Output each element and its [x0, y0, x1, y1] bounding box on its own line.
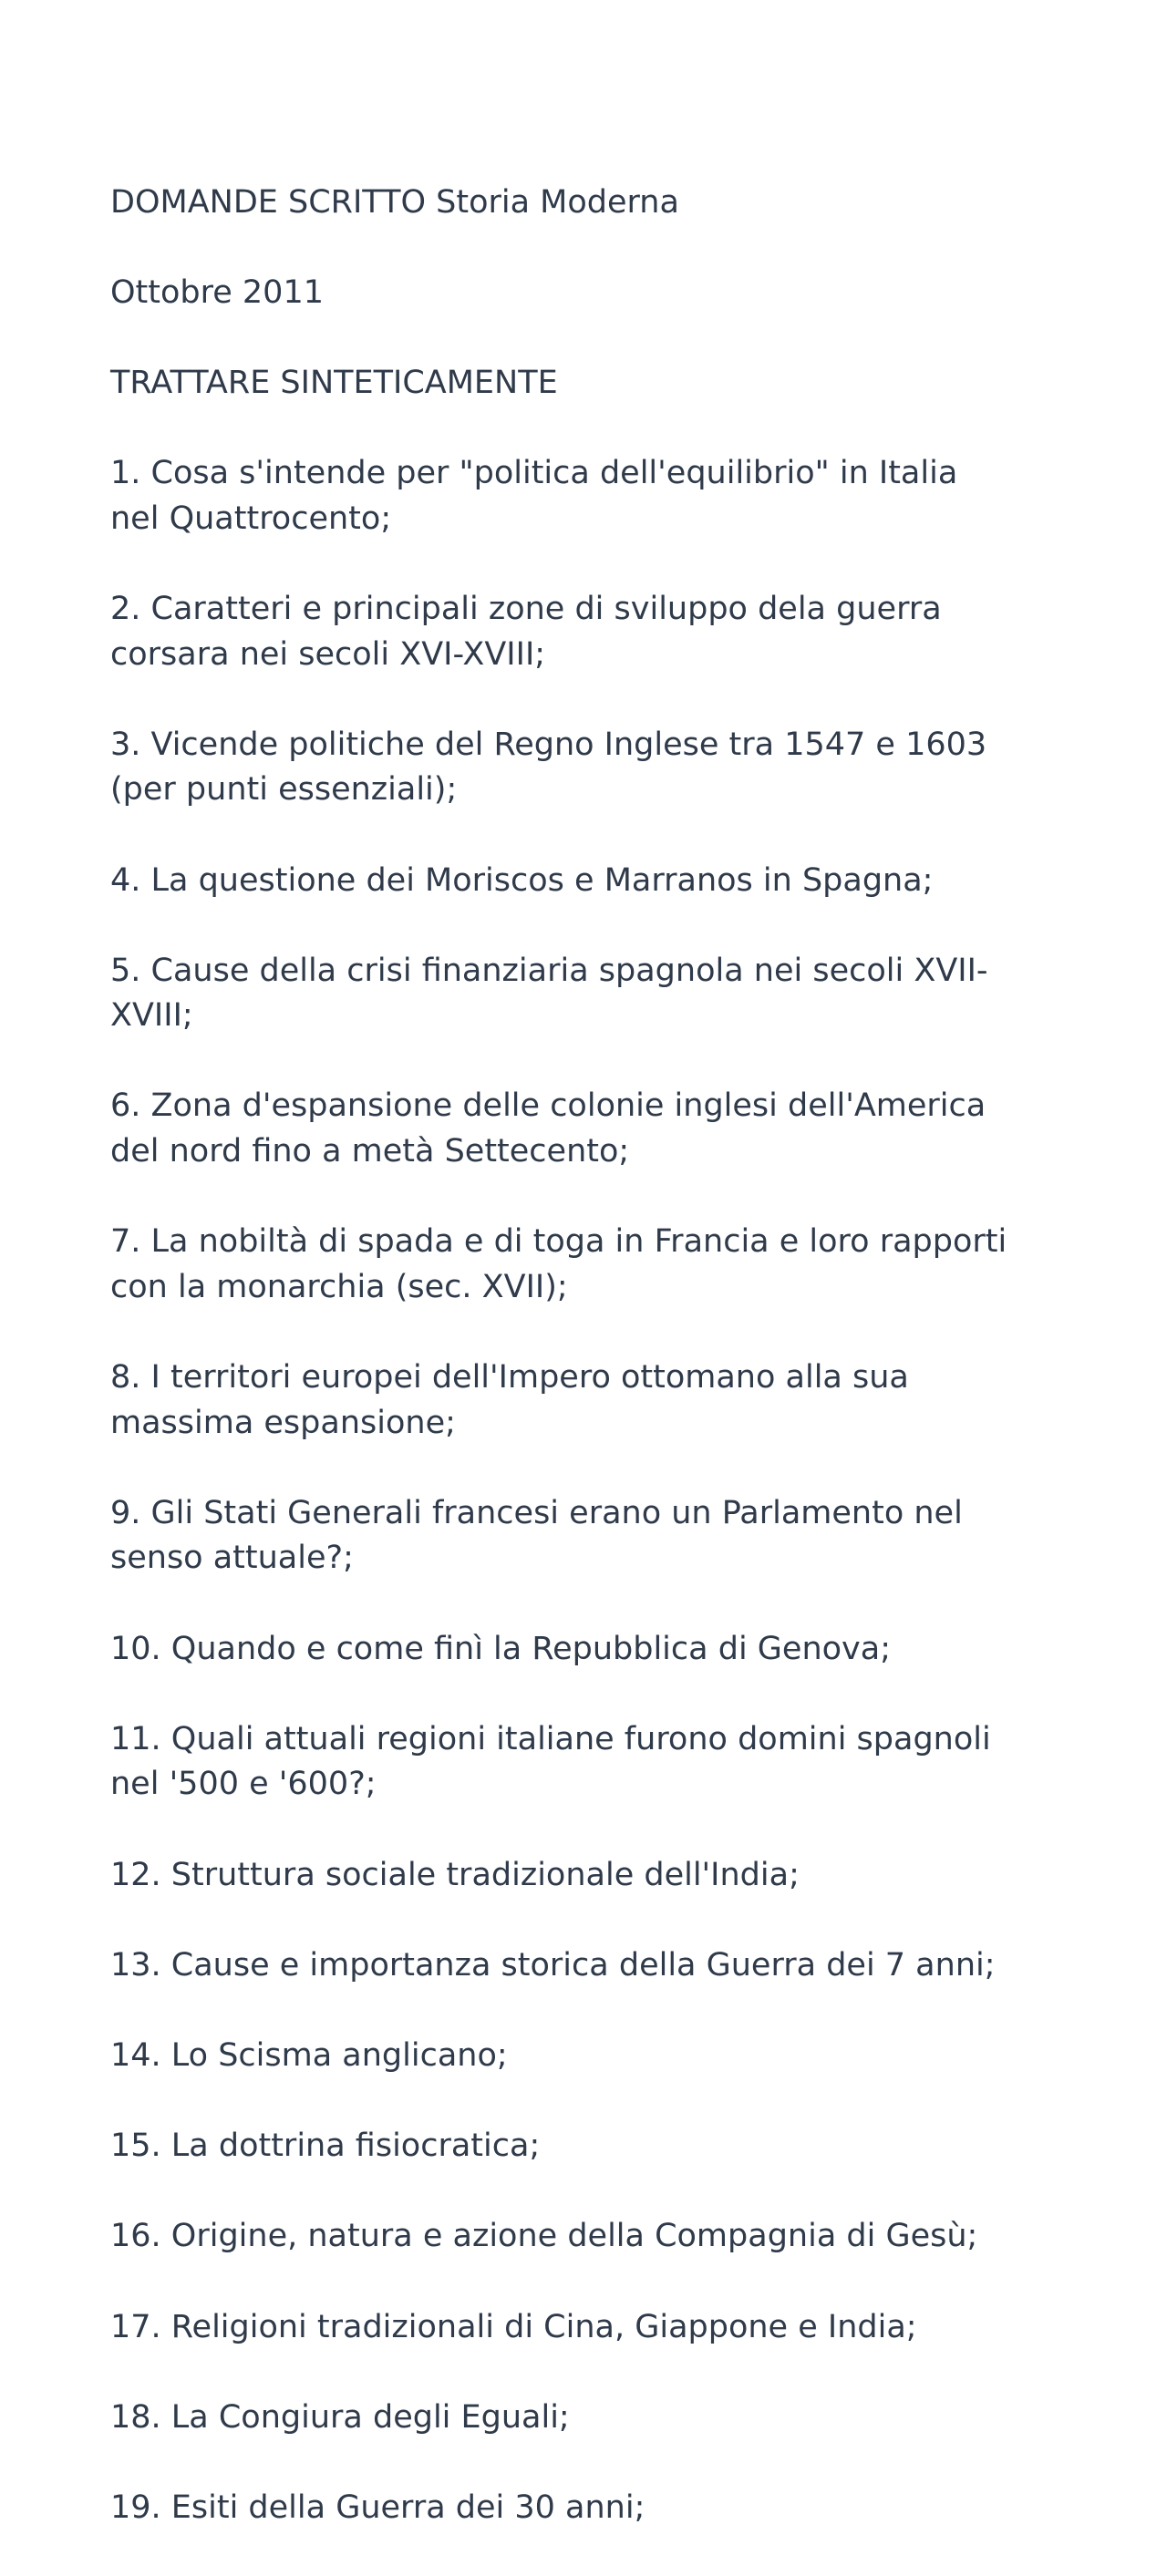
question-item: 5. Cause della crisi finanziaria spagnola nei secoli XVII- XVIII;	[110, 952, 988, 1035]
question-item: 1. Cosa s'intende per "politica dell'equilibrio" in Italia nel Quattrocento;	[110, 455, 958, 537]
question-item: 8. I territori europei dell'Impero ottomano alla sua massima espansione;	[110, 1359, 909, 1441]
question-item: 6. Zona d'espansione delle colonie inglesi dell'America del nord fino a metà Settecento;	[110, 1087, 986, 1170]
question-item: 15. La dottrina fisiocratica;	[110, 2128, 541, 2165]
document-body	[110, 135, 1095, 2576]
question-item: 13. Cause e importanza storica della Guerra dei 7 anni;	[110, 1946, 996, 1984]
question-item: 16. Origine, natura e azione della Compagnia di Gesù;	[110, 2218, 978, 2255]
question-item: 14. Lo Scisma anglicano;	[110, 2036, 508, 2074]
question-item: 9. Gli Stati Generali francesi erano un Parlamento nel senso attuale?;	[110, 1494, 963, 1577]
document-instruction: TRATTARE SINTETICAMENTE	[110, 364, 558, 401]
question-item: 11. Quali attuali regioni italiane furono domini spagnoli nel '500 e '600?;	[110, 1720, 991, 1803]
question-item: 3. Vicende politiche del Regno Inglese tra 1547 e 1603 (per punti essenziali);	[110, 726, 987, 809]
question-item: 12. Struttura sociale tradizionale dell'India;	[110, 1856, 800, 1893]
question-item: 7. La nobiltà di spada e di toga in Francia e loro rapporti con la monarchia (sec. XVII);	[110, 1223, 1007, 1305]
question-item: 10. Quando e come finì la Repubblica di Genova;	[110, 1630, 891, 1667]
question-item: 17. Religioni tradizionali di Cina, Giappone e India;	[110, 2308, 917, 2345]
document-title: DOMANDE SCRITTO Storia Moderna	[110, 183, 679, 221]
question-item: 19. Esiti della Guerra dei 30 anni;	[110, 2488, 645, 2526]
question-item: 4. La questione dei Moriscos e Marranos in Spagna;	[110, 861, 934, 899]
question-item: 2. Caratteri e principali zone di sviluppo dela guerra corsara nei secoli XVI-XVIII;	[110, 590, 942, 673]
document-date: Ottobre 2011	[110, 273, 324, 311]
question-item: 18. La Congiura degli Eguali;	[110, 2398, 570, 2436]
